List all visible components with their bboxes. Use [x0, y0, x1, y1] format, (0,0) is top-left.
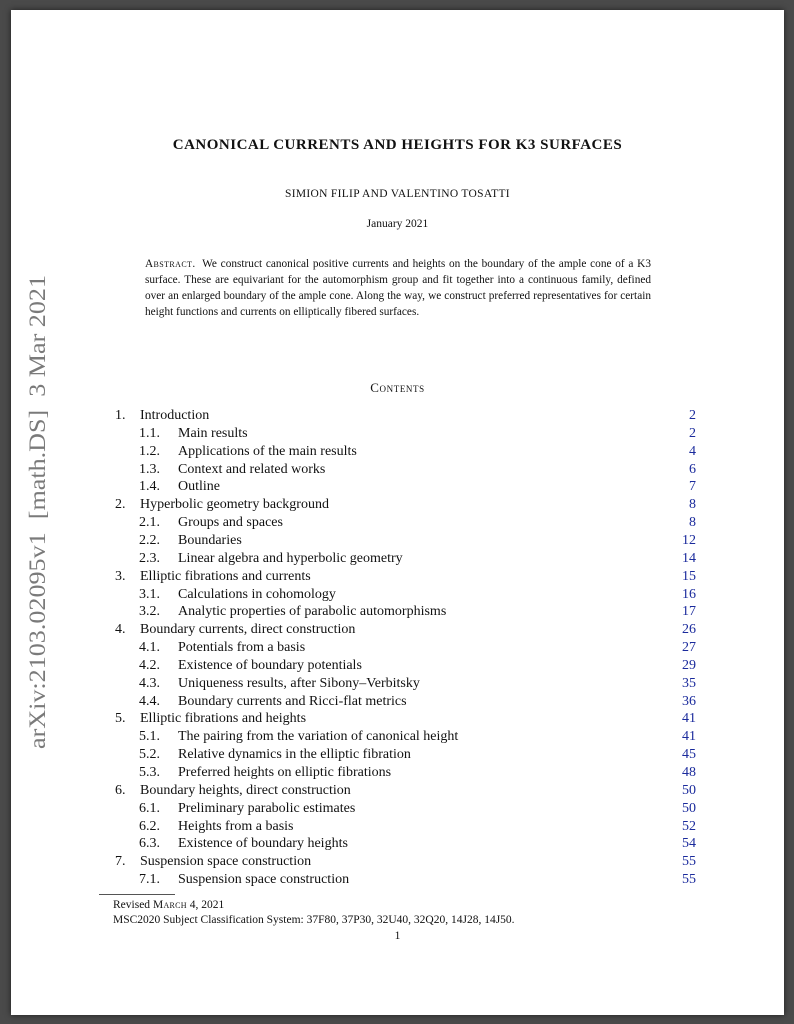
toc-entry[interactable]: [11, 478, 784, 496]
toc-entry-page-link[interactable]: 2: [689, 408, 696, 423]
toc-entry-number: 4.1.: [139, 640, 160, 656]
toc-entry-number: 5.3.: [139, 765, 160, 780]
toc-entry[interactable]: [11, 496, 784, 514]
toc-entry-page-link[interactable]: 2: [689, 425, 696, 441]
toc-entry-page-link[interactable]: 52: [682, 818, 696, 834]
paper-title: CANONICAL CURRENTS AND HEIGHTS FOR K3 SURFACES: [172, 137, 623, 153]
toc-entry-page-link[interactable]: 55: [682, 872, 696, 888]
toc-entry-number: 1.4.: [139, 479, 160, 495]
toc-entry-number: 2.1.: [139, 515, 160, 531]
toc-entry-title[interactable]: Relative dynamics in the elliptic fibration: [178, 747, 411, 763]
toc-entry-title[interactable]: Hyperbolic geometry background: [140, 497, 329, 513]
toc-entry[interactable]: [11, 532, 784, 550]
toc-entry-page-link[interactable]: 17: [682, 604, 696, 620]
toc-entry[interactable]: [11, 621, 784, 639]
paper-date: January 2021: [366, 218, 429, 230]
toc-entry-number: 2.3.: [139, 550, 160, 566]
toc-entry-title[interactable]: Elliptic fibrations and heights: [140, 711, 307, 727]
toc-entry-number: 2.: [115, 497, 126, 513]
toc-entry-page-link[interactable]: 41: [682, 729, 696, 745]
toc-entry-title[interactable]: Existence of boundary potentials: [178, 657, 362, 673]
toc-entry-title[interactable]: Groups and spaces: [178, 515, 283, 531]
toc-entry-title[interactable]: Heights from a basis: [178, 818, 294, 834]
toc-entry-title[interactable]: Outline: [178, 479, 220, 495]
toc-entry-title[interactable]: Boundary currents and Ricci-flat metrics: [178, 693, 407, 709]
toc-entry-title[interactable]: Elliptic fibrations and currents: [140, 568, 311, 584]
revised-month: March: [152, 899, 187, 911]
toc-entry-title[interactable]: Linear algebra and hyperbolic geometry: [178, 550, 403, 566]
toc-entry-number: 5.: [115, 711, 126, 727]
toc-entry-title[interactable]: Introduction: [140, 408, 210, 423]
toc-entry[interactable]: [11, 710, 784, 728]
toc-entry[interactable]: [11, 657, 784, 675]
toc-entry-page-link[interactable]: 27: [682, 640, 696, 656]
toc-entry-title[interactable]: Uniqueness results, after Sibony–Verbitsky: [178, 675, 420, 691]
toc-entry[interactable]: [11, 764, 784, 782]
toc-entry-title[interactable]: Context and related works: [178, 461, 326, 477]
toc-entry-number: 6.2.: [139, 818, 160, 834]
toc-entry-number: 5.1.: [139, 729, 160, 745]
toc-entry-page-link[interactable]: 26: [682, 622, 696, 638]
toc-entry-page-link[interactable]: 6: [689, 461, 696, 477]
toc-entry-title[interactable]: Existence of boundary heights: [178, 836, 348, 852]
toc-entry-number: 3.: [115, 568, 126, 584]
abstract-text: We construct canonical positive currents and heights on the boundary of the ample cone of a K3 surface. These are equivariant for the automorphism group and fit together into a continuous family, defined over an enlarged boundary of the ample cone. Along the way, we construct preferred representatives for certain height functions and currents on elliptically fibered surfaces.: [145, 258, 651, 318]
toc-entry-title[interactable]: Suspension space construction: [140, 854, 312, 870]
toc-entry-page-link[interactable]: 8: [689, 497, 696, 513]
toc-entry-page-link[interactable]: 48: [682, 765, 696, 780]
toc-entry[interactable]: [11, 835, 784, 853]
toc-entry[interactable]: [11, 800, 784, 818]
toc-entry-page-link[interactable]: 50: [682, 782, 696, 798]
toc-entry[interactable]: [11, 728, 784, 746]
toc-entry-title[interactable]: Boundaries: [178, 532, 242, 548]
toc-entry-page-link[interactable]: 12: [682, 532, 696, 548]
toc-entry-number: 3.1.: [139, 586, 160, 602]
toc-entry-number: 4.4.: [139, 693, 160, 709]
toc-entry-page-link[interactable]: 29: [682, 657, 696, 673]
toc-entry-title[interactable]: The pairing from the variation of canonical height: [178, 729, 459, 745]
toc-entry-title[interactable]: Suspension space construction: [178, 872, 350, 888]
toc-entry-page-link[interactable]: 50: [682, 800, 696, 816]
toc-entry-number: 6.1.: [139, 800, 160, 816]
toc-entry[interactable]: [11, 693, 784, 711]
toc-entry-title[interactable]: Applications of the main results: [178, 443, 357, 459]
toc-entry-number: 5.2.: [139, 747, 160, 763]
toc-entry[interactable]: [11, 514, 784, 532]
toc-entry-number: 7.: [115, 854, 126, 870]
toc-entry-title[interactable]: Boundary currents, direct construction: [140, 622, 356, 638]
toc-entry-page-link[interactable]: 54: [682, 836, 696, 852]
toc-entry-page-link[interactable]: 36: [682, 693, 696, 709]
paper-authors: SIMION FILIP AND VALENTINO TOSATTI: [285, 188, 510, 200]
toc-entry[interactable]: [11, 407, 784, 425]
toc-entry-title[interactable]: Preliminary parabolic estimates: [178, 800, 356, 816]
revised-prefix: Revised: [113, 899, 151, 911]
revised-rest: 4, 2021: [189, 899, 225, 911]
toc-entry[interactable]: [11, 586, 784, 604]
toc-entry-page-link[interactable]: 8: [689, 515, 696, 531]
toc-entry-number: 1.2.: [139, 443, 160, 459]
footnote-rule: [99, 894, 175, 895]
toc-entry[interactable]: [11, 853, 784, 871]
toc-entry-page-link[interactable]: 7: [689, 479, 696, 495]
toc-entry-number: 4.2.: [139, 657, 160, 673]
toc-entry-number: 6.3.: [139, 836, 160, 852]
toc-entry[interactable]: [11, 871, 784, 889]
toc-entry-number: 3.2.: [139, 604, 160, 620]
toc-entry-page-link[interactable]: 41: [682, 711, 696, 727]
toc-entry-number: 1.3.: [139, 461, 160, 477]
toc-entry-page-link[interactable]: 14: [682, 550, 696, 566]
toc-entry-page-link[interactable]: 55: [682, 854, 696, 870]
toc-entry[interactable]: [11, 550, 784, 568]
arxiv-stamp-text: arXiv:2103.02095v1 [math.DS] 3 Mar 2021: [25, 331, 50, 749]
toc-entry[interactable]: [11, 746, 784, 764]
toc-entry-page-link[interactable]: 4: [689, 443, 696, 459]
toc-entry-number: 1.1.: [139, 425, 160, 441]
toc-entry[interactable]: [11, 443, 784, 461]
toc-entry[interactable]: [11, 782, 784, 800]
toc-entry[interactable]: [11, 639, 784, 657]
abstract: [145, 256, 651, 320]
toc-entry[interactable]: [11, 461, 784, 479]
toc-entry-title[interactable]: Preferred heights on elliptic fibrations: [178, 765, 392, 780]
toc-entry-number: 1.: [115, 408, 126, 423]
toc-entry-page-link[interactable]: 45: [682, 747, 696, 763]
toc-entry-page-link[interactable]: 15: [682, 568, 696, 584]
abstract-heading: Abstract.: [145, 258, 196, 270]
toc-entry-number: 2.2.: [139, 532, 160, 548]
toc-entry-title[interactable]: Analytic properties of parabolic automorphisms: [178, 604, 447, 620]
toc-entry-number: 7.1.: [139, 872, 160, 888]
toc-entry-number: 4.: [115, 622, 126, 638]
footnote-revised: [113, 898, 713, 913]
toc-entry-page-link[interactable]: 35: [682, 675, 696, 691]
toc-entry-title[interactable]: Boundary heights, direct construction: [140, 782, 351, 798]
toc-entry[interactable]: [11, 818, 784, 836]
toc-entry-title[interactable]: Main results: [178, 425, 248, 441]
toc-entry[interactable]: [11, 603, 784, 621]
page-number: 1: [394, 930, 401, 942]
toc-entry-page-link[interactable]: 16: [682, 586, 696, 602]
toc-entry-title[interactable]: Potentials from a basis: [178, 640, 306, 656]
footnote-msc: MSC2020 Subject Classification System: 37F80, 37P30, 32U40, 32Q20, 14J28, 14J50.: [113, 914, 515, 926]
toc-entry-title[interactable]: Calculations in cohomology: [178, 586, 336, 602]
toc-entry[interactable]: [11, 568, 784, 586]
paper-page: [11, 10, 784, 1015]
contents-heading: Contents: [370, 380, 425, 395]
toc-entry[interactable]: [11, 425, 784, 443]
toc-entry[interactable]: [11, 675, 784, 693]
toc-entry-number: 6.: [115, 782, 126, 798]
toc-entry-number: 4.3.: [139, 675, 160, 691]
